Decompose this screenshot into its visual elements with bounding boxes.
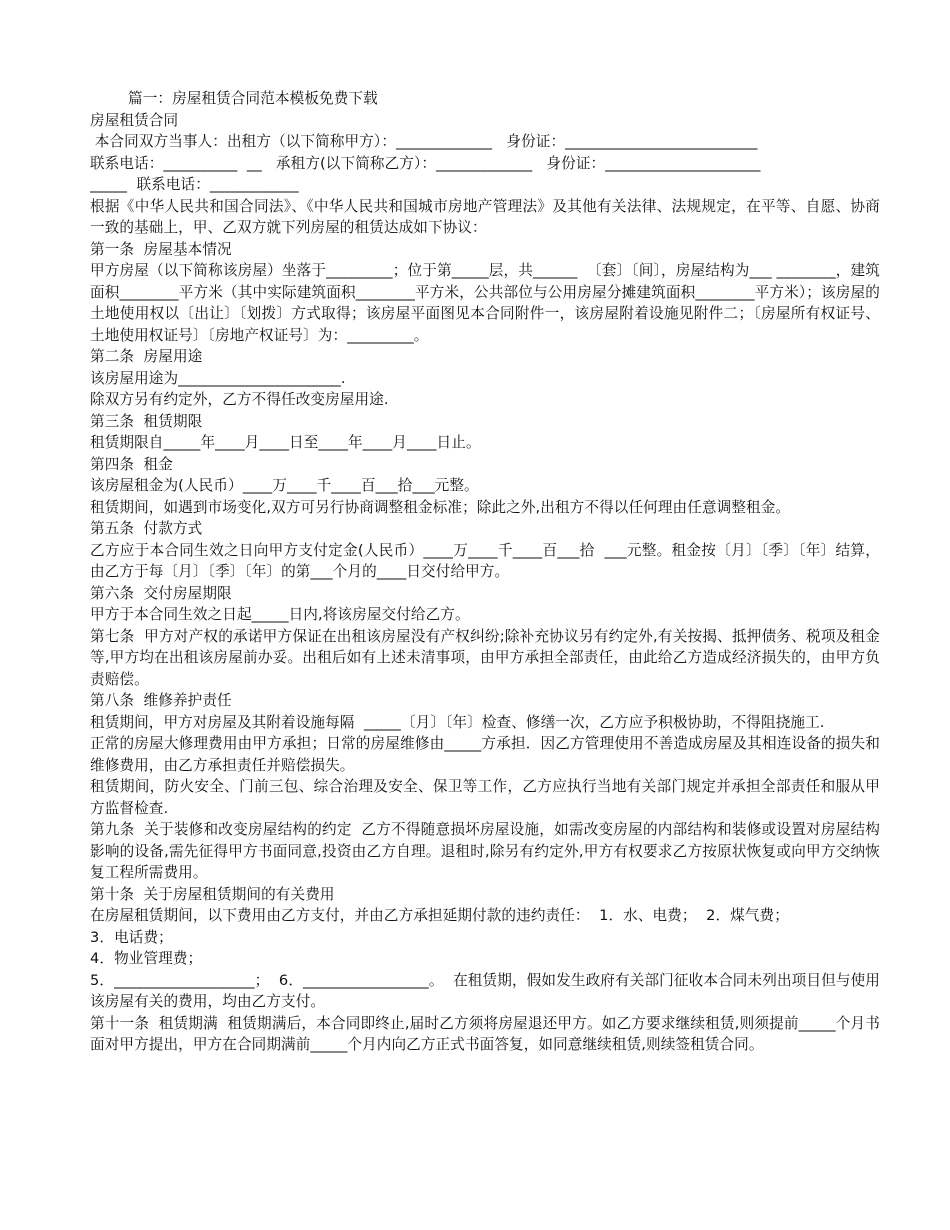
article-10-line-3: 4．物业管理费； xyxy=(90,950,203,967)
article-8-paragraph-3: 租赁期间，防火安全、门前三包、综合治理及安全、保卫等工作，乙方应执行当地有关部门规定并承担全部责任和服从甲方监督检查. xyxy=(90,778,880,817)
article-1-heading: 第一条 房屋基本情况 xyxy=(90,240,232,258)
article-8-paragraph-1: 租赁期间，甲方对房屋及其附着设施每隔 _____〔月〕〔年〕检查、修缮一次，乙方应予积极协助，不得阻挠施工. xyxy=(90,713,825,731)
contract-subtitle: 房屋租赁合同 xyxy=(90,111,179,129)
article-6-body: 甲方于本合同生效之日起_____日内,将该房屋交付给乙方。 xyxy=(90,606,470,623)
article-8-heading: 第八条 维修养护责任 xyxy=(90,692,232,709)
contract-page xyxy=(90,88,880,1056)
article-2-line-2: 除双方另有约定外，乙方不得任改变房屋用途. xyxy=(90,391,389,408)
article-5-heading: 第五条 付款方式 xyxy=(90,520,203,537)
article-7-body: 第七条 甲方对产权的承诺甲方保证在出租该房屋没有产权纠纷;除补充协议另有约定外,有关按揭、抵押债务、税项及租金等,甲方均在出租该房屋前办妥。出租后如有上述未清事项，由甲方承担全部责任，由此给乙方造成经济损失的，由甲方负责赔偿。 xyxy=(90,627,880,688)
article-4-line-1: 该房屋租金为(人民币）____万____千____百___拾___元整。 xyxy=(90,477,479,494)
parties-line-1: 本合同双方当事人：出租方（以下简称甲方）：_____________ 身份证：__________________________ xyxy=(90,133,758,150)
article-5-body: 乙方应于本合同生效之日向甲方支付定金(人民币）____万____千____百___拾 ___元整。租金按〔月〕〔季〕〔年〕结算，由乙方于每〔月〕〔季〕〔年〕的第___个月的____日交付给甲方。 xyxy=(90,541,880,580)
article-10-line-2: 3．电话费； xyxy=(90,928,173,946)
article-8-paragraph-2: 正常的房屋大修理费用由甲方承担；日常的房屋维修由_____方承担．因乙方管理使用不善造成房屋及其相连设备的损失和维修费用，由乙方承担责任并赔偿损失。 xyxy=(90,735,880,774)
article-11-body: 第十一条 租赁期满 租赁期满后，本合同即终止,届时乙方须将房屋退还甲方。如乙方要求继续租赁,则须提前_____个月书面对甲方提出，甲方在合同期满前_____个月内向乙方正式书面答复，如同意继续租赁,则续签租赁合同。 xyxy=(90,1014,880,1053)
article-1-body: 甲方房屋（以下简称该房屋）坐落于_________；位于第_____层，共______ 〔套〕〔间〕，房屋结构为___ ________，建筑面积________平方米（其中实际建筑面积________平方米，公共部位与公用房屋分摊建筑面积________平方米）；该房屋的土地使用权以〔出让〕〔划拨〕方式取得；该房屋平面图见本合同附件一，该房屋附着设施见附件二；〔房屋所有权证号、土地使用权证号〕〔房地产权证号〕为：_________。 xyxy=(90,262,880,344)
article-4-heading: 第四条 租金 xyxy=(90,455,173,473)
article-10-paragraph: 5．___________________； 6．_________________。 在租赁期，假如发生政府有关部门征收本合同未列出项目但与使用该房屋有关的费用，均由乙方支付。 xyxy=(90,971,880,1010)
article-10-line-1: 在房屋租赁期间，以下费用由乙方支付，并由乙方承担延期付款的违约责任： 1．水、电费； 2．煤气费； xyxy=(90,907,789,924)
preamble-paragraph: 根据《中华人民共和国合同法》、《中华人民共和国城市房地产管理法》及其他有关法律、法规规定，在平等、自愿、协商一致的基础上，甲、乙双方就下列房屋的租赁达成如下协议： xyxy=(90,197,880,236)
article-3-body: 租赁期限自_____年____月____日至____年____月____日止。 xyxy=(90,434,481,451)
article-4-line-2: 租赁期间，如遇到市场变化,双方可另行协商调整租金标准；除此之外,出租方不得以任何理由任意调整租金。 xyxy=(90,498,791,516)
parties-line-3: _____ 联系电话：____________ xyxy=(90,176,299,193)
article-3-heading: 第三条 租赁期限 xyxy=(90,412,203,430)
article-9-body: 第九条 关于装修和改变房屋结构的约定 乙方不得随意损坏房屋设施，如需改变房屋的内部结构和装修或设置对房屋结构影响的设备,需先征得甲方书面同意,投资由乙方自理。退租时,除另有约定外,甲方有权要求乙方按原状恢复或向甲方交纳恢复工程所需费用。 xyxy=(90,821,880,881)
parties-line-2: 联系电话：__________ __ 承租方(以下简称乙方）：_____________ 身份证：_____________________ xyxy=(90,154,761,172)
article-2-line-1: 该房屋用途为______________________. xyxy=(90,369,346,387)
document-title: 篇一：房屋租赁合同范本模板免费下载 xyxy=(128,90,378,107)
article-6-heading: 第六条 交付房屋期限 xyxy=(90,584,232,602)
article-10-heading: 第十条 关于房屋租赁期间的有关费用 xyxy=(90,885,335,903)
article-2-heading: 第二条 房屋用途 xyxy=(90,348,203,365)
